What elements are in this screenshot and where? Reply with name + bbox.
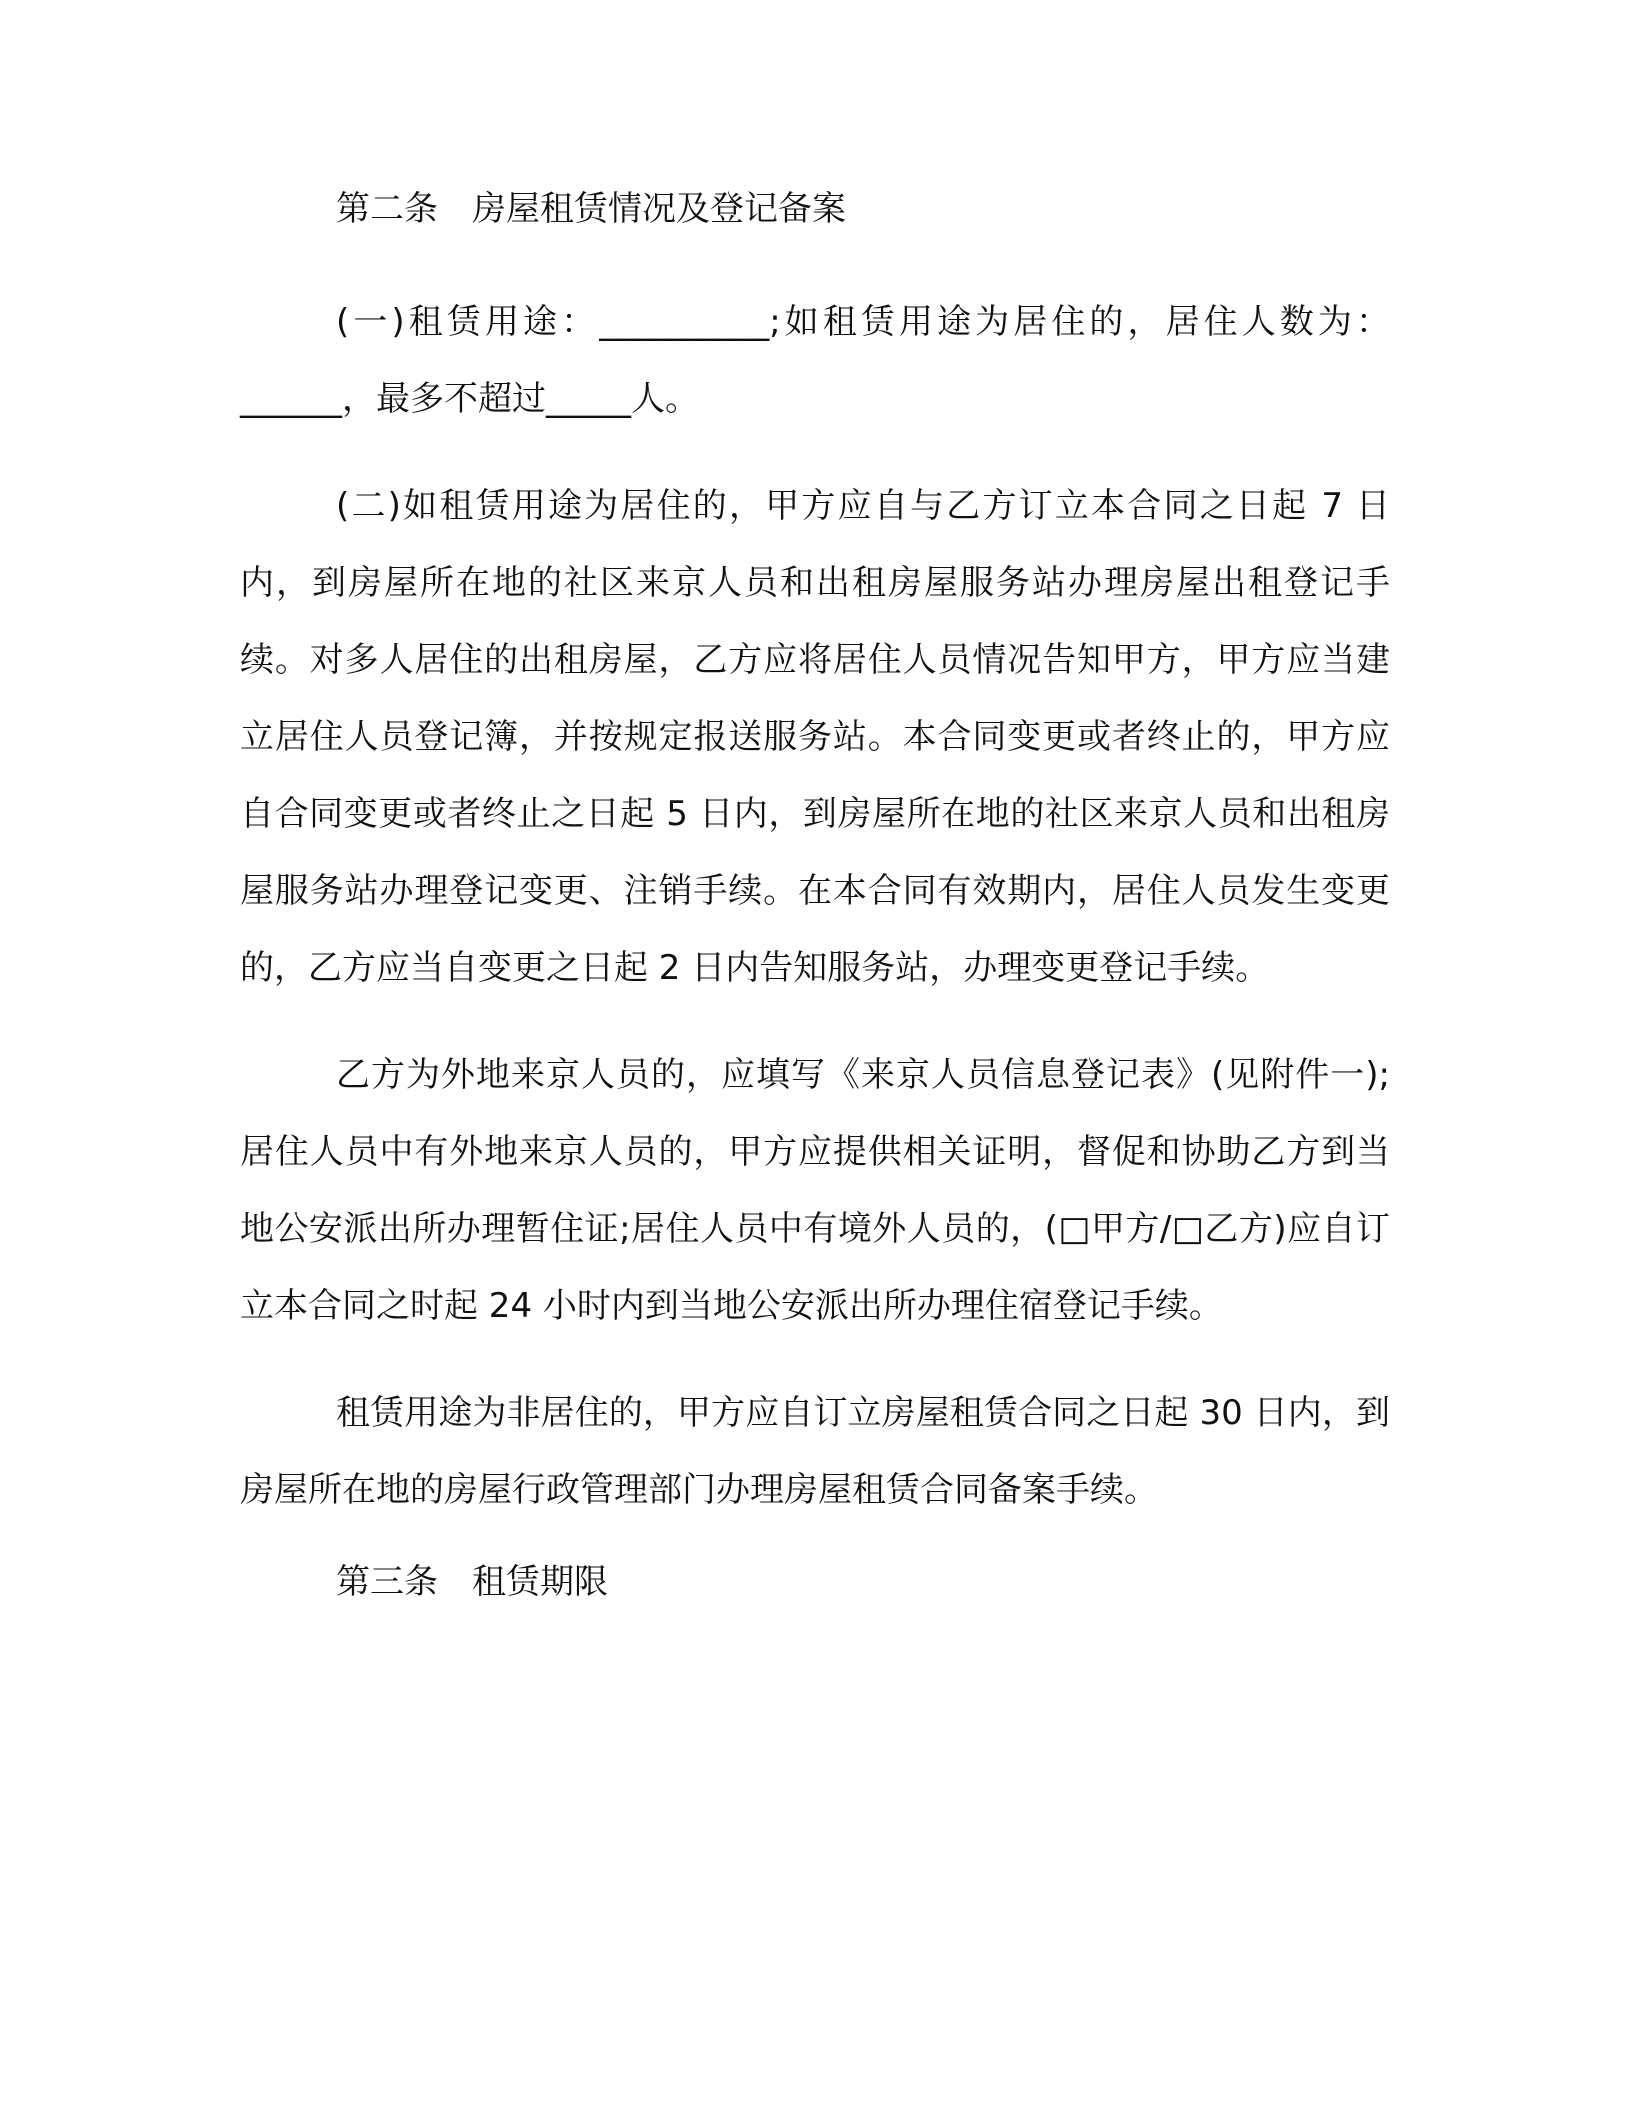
document-body xyxy=(240,186,1390,1657)
article-3-heading: 第三条 租赁期限 xyxy=(336,1562,608,1602)
paragraph-rental-purpose: (一)租赁用途：__________;如租赁用途为居住的，居住人数为：______，最多不超过_____人。 xyxy=(240,302,1390,419)
article-2-heading: 第二条 房屋租赁情况及登记备案 xyxy=(336,189,846,229)
paragraph-non-local-residents: 乙方为外地来京人员的，应填写《来京人员信息登记表》(见附件一);居住人员中有外地来京人员的，甲方应提供相关证明，督促和协助乙方到当地公安派出所办理暂住证;居住人员中有境外人员的，(□甲方/□乙方)应自订立本合同之时起 24 小时内到当地公安派出所办理住宿登记手续。 xyxy=(240,1055,1390,1326)
paragraph-non-residential-filing: 租赁用途为非居住的，甲方应自订立房屋租赁合同之日起 30 日内，到房屋所在地的房屋行政管理部门办理房屋租赁合同备案手续。 xyxy=(240,1393,1390,1510)
paragraph-residential-registration: (二)如租赁用途为居住的，甲方应自与乙方订立本合同之日起 7 日内，到房屋所在地的社区来京人员和出租房屋服务站办理房屋出租登记手续。对多人居住的出租房屋，乙方应将居住人员情况告知甲方，甲方应当建立居住人员登记簿，并按规定报送服务站。本合同变更或者终止的，甲方应自合同变更或者终止之日起 5 日内，到房屋所在地的社区来京人员和出租房屋服务站办理登记变更、注销手续。在本合同有效期内，居住人员发生变更的，乙方应当自变更之日起 2 日内告知服务站，办理变更登记手续。 xyxy=(240,486,1390,988)
